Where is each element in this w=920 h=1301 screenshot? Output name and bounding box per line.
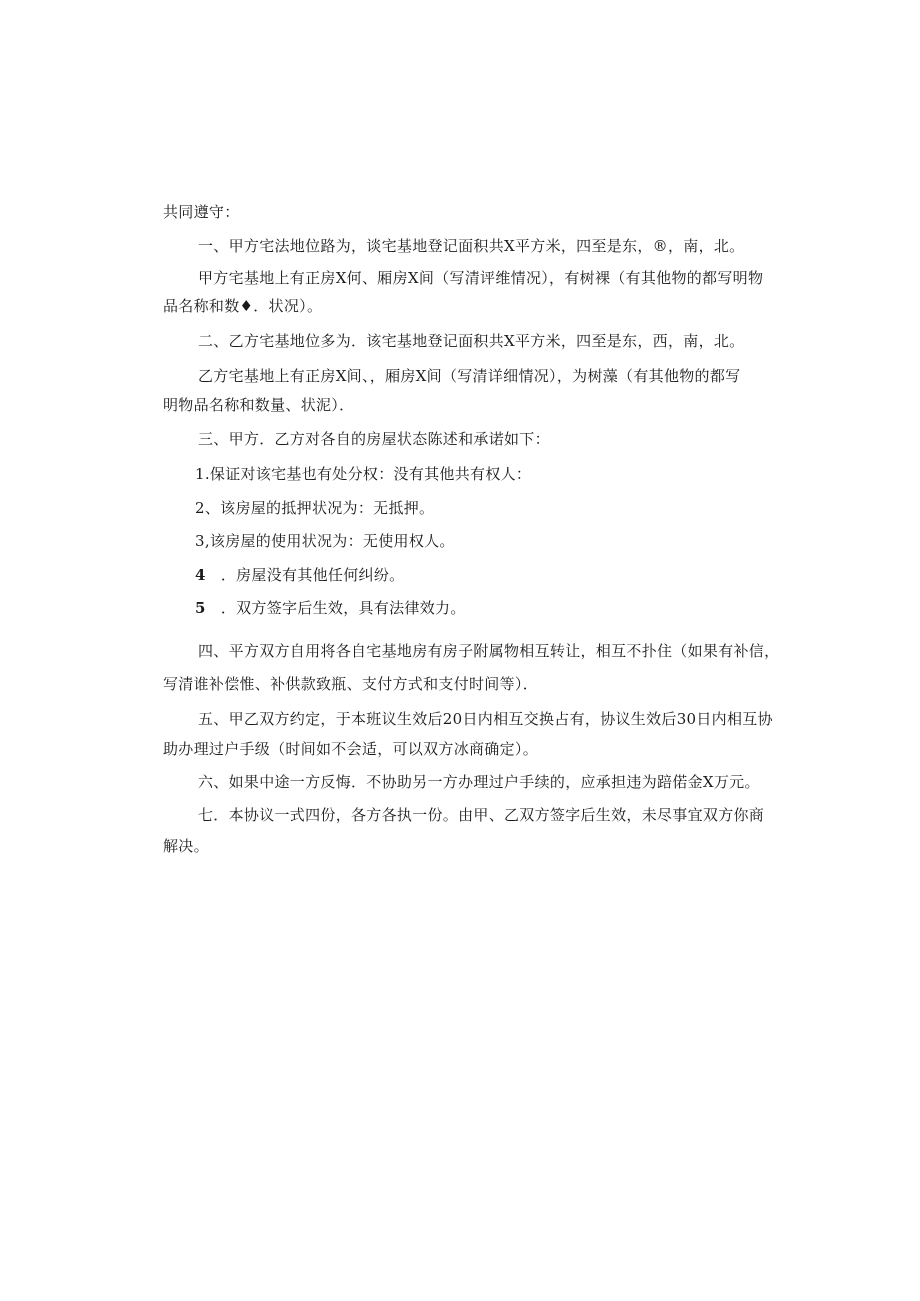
item-5-text: ．双方签字后生效，具有法律效力。 <box>220 599 466 617</box>
intro-text: 共同遵守： <box>163 203 240 221</box>
clause-3-item-4 <box>195 565 404 585</box>
clause-3-item-3: 3,该房屋的使用状况为：无使用权人。 <box>195 532 455 550</box>
clause-1-line-2: 甲方宅基地上有正房X何、厢房X间（写清评维情况），有树裸（有其他物的都写明物 <box>198 269 764 287</box>
clause-3-title: 三、甲方．乙方对各自的房屋状态陈述和承诺如下： <box>198 430 550 448</box>
clause-3-item-1: 1.保证对该宅基也有处分权：没有其他共有权人： <box>195 465 532 483</box>
clause-2-line-2: 乙方宅基地上有正房X间、，厢房X间（写清详细情况），为树藻（有其他物的都写 <box>198 367 741 385</box>
item-4-text: ．房屋没有其他任何纠纷。 <box>220 566 405 584</box>
item-5-number: 5 <box>195 599 206 617</box>
clause-7-line-1: 七．本协议一式四份，各方各执一份。由甲、乙双方签字后生效，未尽事宜双方你商 <box>198 806 765 824</box>
clause-5-line-1: 五、甲乙双方约定，于本班议生效后20日内相互交换占有，协议生效后30日内相互协 <box>198 710 773 728</box>
clause-1-line-1: 一、甲方宅法地位路为，谈宅基地登记面积共X平方米，四至是东，®，南，北。 <box>198 237 745 255</box>
clause-4-line-1: 四、平方双方自用将各自宅基地房有房子附属物相互转让，相互不扑住（如果有补信， <box>198 642 780 660</box>
clause-4-line-2: 写清谁补偿惟、补供款致瓶、支付方式和支付时间等）． <box>163 675 539 693</box>
clause-5-line-2: 助办理过户手级（时间如不会适，可以双方冰商确定）。 <box>163 740 539 758</box>
clause-1-line-3: 品名称和数♦．状况）。 <box>163 297 323 315</box>
clause-7-line-2: 解决。 <box>163 837 209 855</box>
clause-2-line-1: 二、乙方宅基地位多为．该宅基地登记面积共X平方米，四至是东，西，南，北。 <box>198 332 745 350</box>
clause-3-item-2: 2、该房屋的抵押状况为：无抵押。 <box>195 499 435 517</box>
clause-3-item-5 <box>195 598 466 618</box>
clause-6-line-1: 六、如果中途一方反悔．不协助另一方办理过户手续的，应承担违为踣偌金X万元。 <box>198 773 760 791</box>
clause-2-line-3: 明物品名称和数量、状泥）． <box>163 396 355 414</box>
item-4-number: 4 <box>195 566 206 584</box>
